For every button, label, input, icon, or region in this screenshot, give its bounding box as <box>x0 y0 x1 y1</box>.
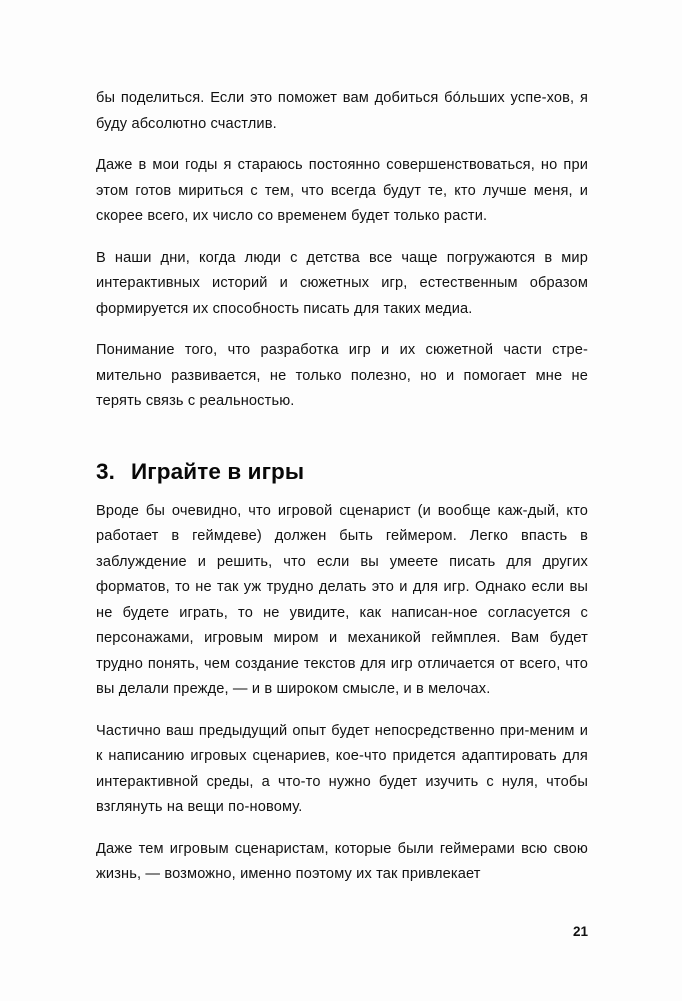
paragraph: Понимание того, что разработка игр и их сюжетной части стре-мительно развивается, не только полезно, но и помогает мне не терять связь с реальностью. <box>96 342 588 409</box>
heading-spacer <box>96 431 588 459</box>
paragraph: Частично ваш предыдущий опыт будет непосредственно при-меним и к написанию игровых сценариев, кое-что придется адаптировать для интерактивной среды, а что-то нужно будет изучить с нуля, чтобы взглянуть на вещи по-новому. <box>96 722 588 815</box>
chapter-title: Играйте в игры <box>131 458 305 484</box>
paragraph: Вроде бы очевидно, что игровой сценарист (и вообще каж-дый, кто работает в геймдеве) должен быть геймером. Легко впасть в заблуждение и решить, что если вы умеете писать для других форматов, то не так уж трудно делать это и для игр. Однако если вы не будете играть, то не увидите, как написан-ное согласуется с персонажами, игровым миром и механикой геймплея. Вам будет трудно понять, чем создание текстов для игр отличается от всего, что вы делали прежде, — и в широком смысле, и в мелочах. <box>96 502 588 697</box>
paragraph: В наши дни, когда люди с детства все чаще погружаются в мир интерактивных историй и сюжетных игр, естественным образом формируется их способность писать для таких медиа. <box>96 249 588 317</box>
chapter-number: 3. <box>96 458 115 484</box>
page-number: 21 <box>572 924 588 939</box>
paragraph: бы поделиться. Если это поможет вам добиться бо́льших успе-хов, я буду абсолютно счастлив. <box>96 90 588 132</box>
paragraph: Даже в мои годы я стараюсь постоянно совершенствоваться, но при этом готов мириться с тем, что всегда будут те, кто лучше меня, и скорее всего, их число со временем будет только расти. <box>96 157 588 224</box>
chapter-heading <box>96 459 588 485</box>
text-column <box>96 86 588 888</box>
paragraph: Даже тем игровым сценаристам, которые были геймерами всю свою жизнь, — возможно, именно поэтому их так привлекает <box>96 840 588 882</box>
